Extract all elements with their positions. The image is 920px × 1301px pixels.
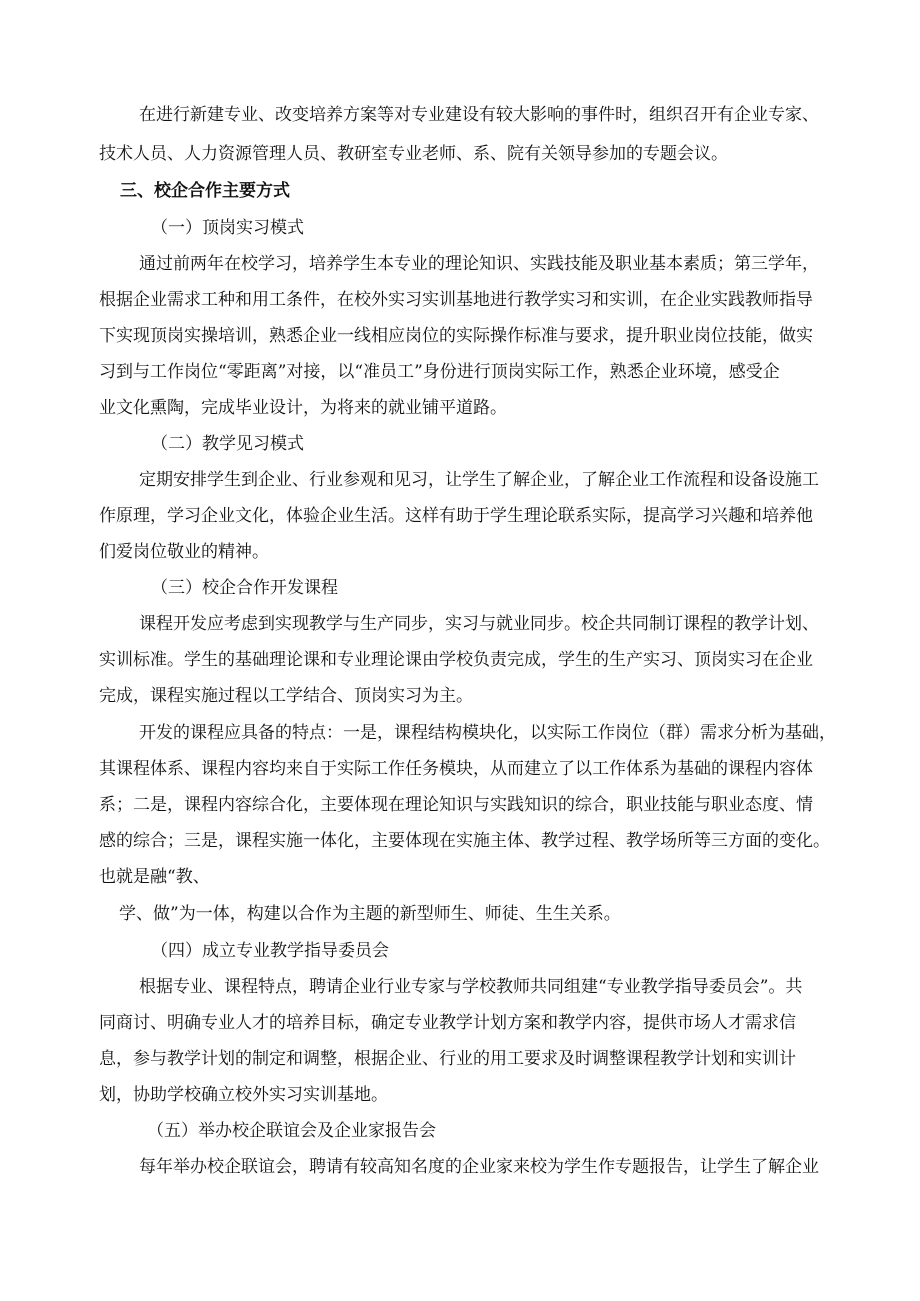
paragraph-line: 学、做”为一体，构建以合作为主题的新型师生、师徒、生生关系。 xyxy=(119,904,621,924)
intro-line: 技术人员、人力资源管理人员、教研室专业老师、系、院有关领导参加的专题会议。 xyxy=(99,144,728,164)
paragraph-line: 业文化熏陶，完成毕业设计，为将来的就业铺平道路。 xyxy=(99,398,507,418)
paragraph-line: 习到与工作岗位“零距离”对接，以“准员工”身份进行顶岗实际工作，熟悉企业环境，感受企 xyxy=(99,362,780,382)
subsection-title: （三）校企合作开发课程 xyxy=(151,578,338,598)
subsection-title: （二）教学见习模式 xyxy=(151,434,304,454)
subsection-title: （五）举办校企联谊会及企业家报告会 xyxy=(147,1121,436,1141)
paragraph-line: 根据企业需求工种和用工条件，在校外实习实训基地进行教学实习和实训，在企业实践教师指导 xyxy=(99,290,813,310)
subsection-title: （一）顶岗实习模式 xyxy=(151,218,304,238)
paragraph-line: 课程开发应考虑到实现教学与生产同步，实习与就业同步。校企共同制订课程的教学计划、 xyxy=(139,614,819,634)
paragraph-line: 也就是融“教、 xyxy=(99,867,210,887)
paragraph-line: 作原理，学习企业文化，体验企业生活。这样有助于学生理论联系实际，提高学习兴趣和培养他 xyxy=(99,506,813,526)
paragraph-line: 息，参与教学计划的制定和调整，根据企业、行业的用工要求及时调整课程教学计划和实训计 xyxy=(99,1049,796,1069)
paragraph-line: 完成，课程实施过程以工学结合、顶岗实习为主。 xyxy=(99,686,473,706)
paragraph-line: 同商讨、明确专业人才的培养目标，确定专业教学计划方案和教学内容，提供市场人才需求信 xyxy=(99,1013,796,1033)
paragraph-line: 其课程体系、课程内容均来自于实际工作任务模块，从而建立了以工作体系为基础的课程内容体 xyxy=(99,759,813,779)
paragraph-line: 下实现顶岗实操培训，熟悉企业一线相应岗位的实际操作标准与要求，提升职业岗位技能，做实 xyxy=(99,326,813,346)
paragraph-line: 感的综合；三是，课程实施一体化，主要体现在实施主体、教学过程、教学场所等三方面的变化。 xyxy=(99,831,830,851)
paragraph-line: 实训标准。学生的基础理论课和专业理论课由学校负责完成，学生的生产实习、顶岗实习在企业 xyxy=(99,650,813,670)
paragraph-line: 定期安排学生到企业、行业参观和见习，让学生了解企业，了解企业工作流程和设备设施工 xyxy=(139,470,819,490)
paragraph-line: 根据专业、课程特点，聘请企业行业专家与学校教师共同组建“专业教学指导委员会”。共 xyxy=(139,977,803,997)
paragraph-line: 开发的课程应具备的特点：一是，课程结构模块化，以实际工作岗位（群）需求分析为基础， xyxy=(139,723,836,743)
paragraph-line: 通过前两年在校学习，培养学生本专业的理论知识、实践技能及职业基本素质；第三学年， xyxy=(139,254,819,274)
subsection-title: （四）成立专业教学指导委员会 xyxy=(151,941,389,961)
section-heading: 三、校企合作主要方式 xyxy=(120,181,290,201)
paragraph-line: 系；二是，课程内容综合化，主要体现在理论知识与实践知识的综合，职业技能与职业态度、情 xyxy=(99,795,813,815)
paragraph-line: 每年举办校企联谊会，聘请有较高知名度的企业家来校为学生作专题报告，让学生了解企业 xyxy=(139,1157,819,1177)
paragraph-line: 划，协助学校确立校外实习实训基地。 xyxy=(99,1085,388,1105)
intro-line: 在进行新建专业、改变培养方案等对专业建设有较大影响的事件时，组织召开有企业专家、 xyxy=(139,105,819,125)
paragraph-line: 们爱岗位敬业的精神。 xyxy=(99,542,269,562)
